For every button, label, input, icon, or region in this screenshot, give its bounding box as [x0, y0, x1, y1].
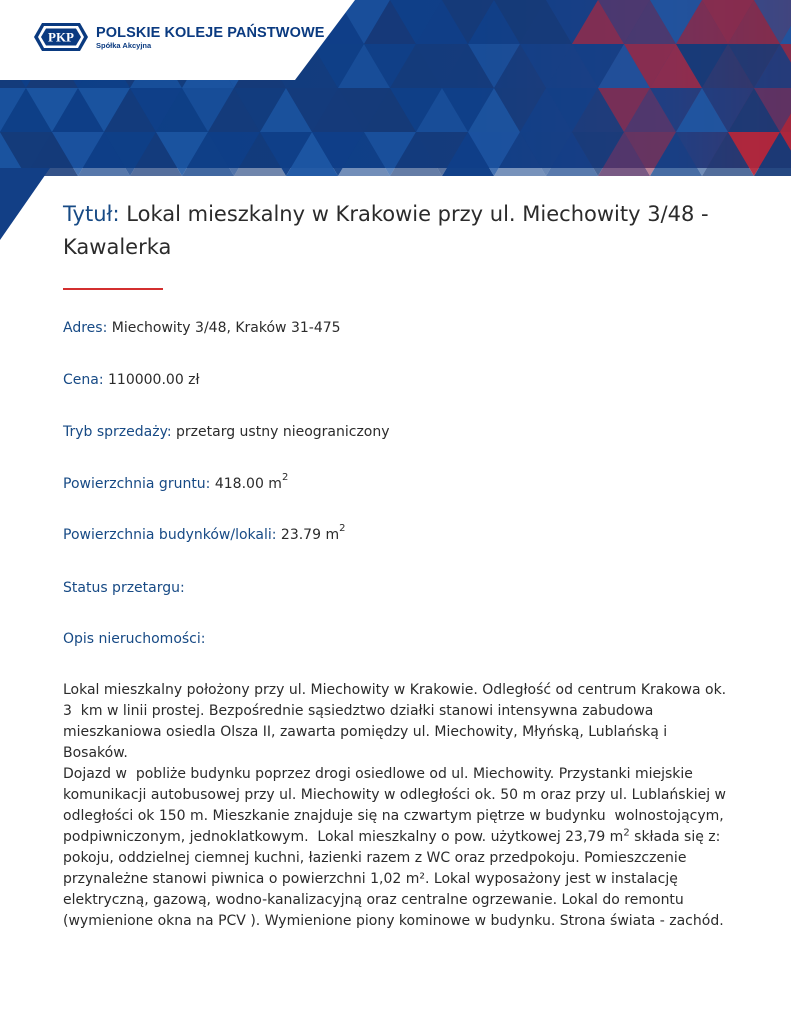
logo-company-name: POLSKIE KOLEJE PAŃSTWOWE	[96, 24, 325, 41]
address-field	[63, 318, 341, 338]
corner-triangle	[0, 168, 50, 240]
price-label: Cena:	[63, 372, 104, 388]
address-value: Miechowity 3/48, Kraków 31-475	[111, 320, 341, 336]
sale-mode-label: Tryb sprzedaży:	[63, 424, 172, 440]
sale-mode-field	[63, 422, 390, 442]
pkp-logo[interactable]	[32, 22, 325, 52]
pkp-logo-icon	[32, 22, 90, 52]
tender-status-field	[63, 578, 185, 598]
building-area-value	[280, 523, 346, 543]
title-text: Lokal mieszkalny w Krakowie przy ul. Miechowity 3/48 - Kawalerka	[63, 202, 709, 259]
title-label: Tytuł:	[63, 202, 120, 226]
logo-badge-text: PKP	[48, 29, 74, 45]
building-area-number: 23.79 m	[280, 527, 340, 543]
sale-mode-value: przetarg ustny nieograniczony	[176, 424, 390, 440]
land-area-unit-exponent: 2	[281, 472, 289, 484]
tender-status-label: Status przetargu:	[63, 580, 185, 596]
land-area-value	[214, 472, 289, 492]
building-area-label: Powierzchnia budynków/lokali:	[63, 527, 277, 543]
property-description	[63, 680, 729, 932]
price-value: 110000.00 zł	[108, 372, 200, 388]
description-heading: Opis nieruchomości:	[63, 631, 206, 647]
title-divider	[63, 288, 163, 290]
description-heading-field	[63, 629, 205, 649]
land-area-label: Powierzchnia gruntu:	[63, 476, 211, 492]
price-field	[63, 370, 200, 390]
building-area-unit-exponent: 2	[339, 523, 346, 535]
description-part-1: Lokal mieszkalny położony przy ul. Miechowity w Krakowie. Odległość od centrum Krakowa ok. 3 km w linii prostej. Bezpośrednie sąsiedztwo działki stanowi intensywna zabudowa mieszkaniowa osiedla Olsza II, zawarta pomiędzy ul. Miechowity, Młyńską, Lublańską i Bosaków. Dojazd w pobliże budynku poprzez drogi osiedlowe od ul. Miechowity. Przystanki miejskie komunikacji autobusowej przy ul. Miechowity w odległości ok. 50 m oraz przy ul. Lublańskiej w odległości ok 150 m. Mieszkanie znajduje się na czwartym piętrze w budynku wolnostojącym, podpiwniczonym, jednoklatkowym. Lokal mieszkalny o pow. użytkowej 23,79 m	[63, 682, 727, 845]
listing-header	[63, 198, 733, 290]
land-area-field	[63, 474, 288, 494]
description-area-exponent: 2	[623, 827, 630, 839]
building-area-field	[63, 525, 345, 545]
address-label: Adres:	[63, 320, 108, 336]
page-title	[63, 198, 733, 264]
logo-company-subtitle: Spółka Akcyjna	[96, 40, 152, 50]
land-area-number: 418.00 m	[214, 476, 282, 492]
description-part-2: składa się z: pokoju, oddzielnej ciemnej kuchni, łazienki razem z WC oraz przedpokoju. Pomieszczenie przynależne stanowi piwnica o powierzchni 1,02 m². Lokal wyposażony jest w instalację elektryczną, gazową, wodno-kanalizacyjną oraz centralne ogrzewanie. Lokal do remontu (wymienione okna na PCV ). Wymienione piony kominowe w budynku. Strona świata - zachód.	[63, 829, 724, 929]
